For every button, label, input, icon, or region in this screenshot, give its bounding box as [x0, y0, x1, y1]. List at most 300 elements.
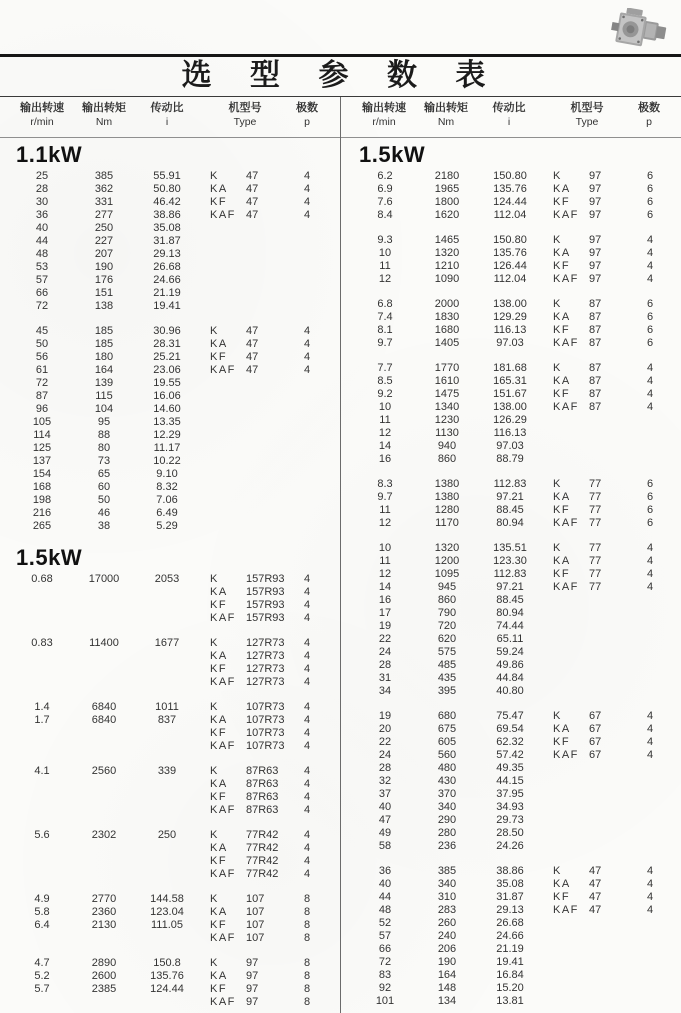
output-speed-value: 4.9	[34, 893, 50, 905]
type-cell	[543, 995, 633, 1008]
output-speed-value: 8.5	[377, 375, 393, 387]
table-row	[353, 930, 681, 943]
header-group-left	[0, 100, 340, 130]
type-model	[589, 801, 633, 814]
output-speed-value: 22	[378, 633, 392, 645]
type-cell	[200, 893, 290, 906]
type-prefix: KA	[210, 586, 228, 598]
output-torque-value: 1340	[434, 401, 460, 413]
output-speed-value: 265	[32, 520, 52, 532]
header-unit-label: Type	[575, 116, 599, 128]
output-torque-value: 176	[94, 274, 114, 286]
poles-value	[290, 416, 324, 429]
type-prefix	[210, 507, 246, 520]
output-torque-value: 1680	[434, 324, 460, 336]
output-torque-value: 370	[437, 788, 457, 800]
type-prefix: KF	[553, 388, 571, 400]
type-model: 127R73	[246, 650, 285, 662]
type-cell	[200, 599, 290, 612]
type-prefix	[210, 287, 246, 300]
type-cell	[543, 710, 633, 723]
table-row	[10, 868, 340, 881]
ratio-value	[134, 676, 200, 689]
table-row	[353, 298, 681, 311]
output-torque-value: 115	[95, 390, 113, 402]
type-prefix: KA	[553, 311, 571, 323]
type-prefix	[553, 827, 589, 840]
type-prefix: K	[210, 765, 219, 777]
type-model	[589, 414, 633, 427]
type-prefix: KF	[210, 196, 228, 208]
poles-value	[633, 646, 667, 659]
output-speed-value	[10, 650, 74, 663]
type-cell	[200, 765, 290, 778]
type-prefix	[210, 248, 246, 261]
type-prefix: K	[210, 893, 219, 905]
output-speed-value: 17	[378, 607, 392, 619]
header-label: 机型号	[570, 101, 604, 114]
type-cell	[200, 637, 290, 650]
type-prefix: KAF	[553, 273, 579, 285]
header-label: 输出转矩	[82, 101, 126, 114]
table-row	[353, 904, 681, 917]
ratio-value: 1011	[155, 701, 179, 713]
ratio-value: 65.11	[496, 633, 524, 645]
output-speed-value: 66	[378, 943, 392, 955]
type-prefix	[553, 814, 589, 827]
type-prefix	[210, 235, 246, 248]
table-row	[10, 183, 340, 196]
power-section-title: 1.1kW	[16, 142, 83, 167]
type-prefix	[553, 995, 589, 1008]
type-prefix: K	[553, 710, 562, 722]
poles-value	[633, 607, 667, 620]
type-prefix	[553, 440, 589, 453]
table-row	[353, 183, 681, 196]
output-torque-value	[74, 727, 134, 740]
type-model	[589, 788, 633, 801]
poles-value: 8	[303, 893, 311, 905]
type-cell	[200, 676, 290, 689]
table-row	[353, 362, 681, 375]
table-row	[353, 865, 681, 878]
poles-value: 4	[303, 183, 311, 195]
output-speed-value: 8.1	[377, 324, 393, 336]
output-torque-value: 435	[437, 672, 457, 684]
table-row	[10, 416, 340, 429]
output-torque-value: 88	[97, 429, 111, 441]
poles-value: 4	[646, 555, 654, 567]
ratio-block	[10, 829, 340, 881]
table-row	[353, 775, 681, 788]
type-model	[246, 442, 290, 455]
poles-value	[633, 943, 667, 956]
output-speed-value: 5.2	[34, 970, 50, 982]
table-row	[10, 468, 340, 481]
type-cell	[543, 247, 633, 260]
type-cell	[543, 788, 633, 801]
type-prefix	[553, 659, 589, 672]
table-row	[353, 878, 681, 891]
type-cell	[543, 723, 633, 736]
ratio-value: 124.44	[493, 196, 527, 208]
output-speed-value: 1.7	[34, 714, 50, 726]
type-prefix	[210, 390, 246, 403]
ratio-value: 12.29	[153, 429, 181, 441]
poles-value	[290, 287, 324, 300]
type-cell	[543, 633, 633, 646]
table-row	[353, 388, 681, 401]
type-model: 77R42	[246, 868, 279, 880]
type-cell	[543, 594, 633, 607]
output-torque-value	[74, 791, 134, 804]
type-model: 87	[589, 311, 602, 323]
poles-value: 4	[303, 650, 311, 662]
ratio-value: 21.19	[153, 287, 181, 299]
table-row	[353, 723, 681, 736]
table-row	[10, 765, 340, 778]
type-model	[246, 274, 290, 287]
table-row	[353, 827, 681, 840]
table-row	[353, 801, 681, 814]
output-torque-value: 575	[437, 646, 457, 658]
type-prefix: KF	[553, 196, 571, 208]
ratio-value: 55.91	[153, 170, 181, 182]
type-cell	[543, 568, 633, 581]
type-cell	[543, 749, 633, 762]
ratio-value: 28.50	[496, 827, 524, 839]
type-prefix	[553, 646, 589, 659]
table-row	[10, 377, 340, 390]
type-cell	[200, 996, 290, 1009]
ratio-value: 30.96	[153, 325, 181, 337]
output-torque-value: 2360	[91, 906, 117, 918]
poles-value: 4	[646, 749, 654, 761]
output-torque-value: 104	[94, 403, 114, 415]
type-cell	[200, 235, 290, 248]
poles-value: 4	[646, 234, 654, 246]
type-cell	[543, 607, 633, 620]
type-cell	[543, 904, 633, 917]
type-cell	[200, 586, 290, 599]
output-torque-value: 940	[437, 440, 457, 452]
poles-value: 6	[646, 298, 654, 310]
table-row	[10, 442, 340, 455]
type-model	[246, 377, 290, 390]
ratio-value: 126.44	[493, 260, 527, 272]
type-model: 87	[589, 375, 602, 387]
type-cell	[200, 868, 290, 881]
output-torque-value: 485	[437, 659, 457, 671]
output-torque-value: 310	[437, 891, 457, 903]
ratio-block	[353, 478, 681, 530]
output-torque-value: 206	[437, 943, 457, 955]
type-model	[246, 468, 290, 481]
output-torque-value: 185	[94, 338, 114, 350]
type-model	[589, 982, 633, 995]
table-row	[353, 504, 681, 517]
left-column	[0, 140, 340, 1013]
ratio-value	[134, 727, 200, 740]
output-speed-value: 11	[379, 414, 391, 426]
ratio-value	[134, 740, 200, 753]
ratio-block	[10, 170, 340, 313]
poles-value: 6	[646, 311, 654, 323]
type-model: 107	[246, 893, 265, 905]
type-cell	[200, 351, 290, 364]
type-cell	[200, 468, 290, 481]
type-model: 77	[589, 542, 602, 554]
table-row	[353, 491, 681, 504]
table-row	[10, 481, 340, 494]
table-row	[10, 287, 340, 300]
table-row	[353, 375, 681, 388]
output-torque-value: 283	[437, 904, 457, 916]
table-row	[353, 736, 681, 749]
table-row	[10, 390, 340, 403]
type-cell	[543, 646, 633, 659]
type-cell	[200, 842, 290, 855]
type-prefix: KF	[210, 663, 228, 675]
header-label: 机型号	[228, 101, 262, 114]
output-speed-value: 137	[32, 455, 52, 467]
output-speed-value: 12	[378, 427, 392, 439]
header-group-right	[340, 100, 681, 130]
type-cell	[543, 620, 633, 633]
type-model: 47	[246, 183, 259, 195]
ratio-value: 69.54	[496, 723, 524, 735]
header-unit-label: p	[304, 116, 310, 128]
header-unit-label: i	[165, 116, 169, 128]
output-torque-value: 185	[94, 325, 114, 337]
table-row	[10, 325, 340, 338]
type-cell	[200, 403, 290, 416]
type-cell	[200, 932, 290, 945]
ratio-value	[134, 650, 200, 663]
ratio-value: 8.32	[156, 481, 178, 493]
output-speed-value: 7.6	[377, 196, 393, 208]
poles-value: 4	[646, 891, 654, 903]
type-cell	[543, 170, 633, 183]
type-prefix	[553, 633, 589, 646]
ratio-value: 44.84	[496, 672, 524, 684]
column-header-poles	[290, 100, 324, 130]
poles-value: 4	[646, 878, 654, 890]
type-model: 87	[589, 298, 602, 310]
output-torque-value: 139	[94, 377, 114, 389]
poles-value: 4	[303, 586, 311, 598]
output-torque-value	[74, 804, 134, 817]
type-cell	[543, 865, 633, 878]
poles-value	[290, 507, 324, 520]
poles-value: 4	[303, 778, 311, 790]
type-cell	[543, 388, 633, 401]
header-label: 传动比	[150, 101, 184, 114]
poles-value: 4	[303, 855, 311, 867]
output-torque-value: 60	[97, 481, 111, 493]
type-model	[589, 659, 633, 672]
table-row	[10, 573, 340, 586]
type-prefix: KF	[553, 568, 571, 580]
type-prefix: KA	[553, 183, 571, 195]
table-row	[10, 364, 340, 377]
poles-value: 4	[646, 273, 654, 285]
table-row	[10, 612, 340, 625]
type-prefix: KA	[553, 375, 571, 387]
table-row	[10, 209, 340, 222]
type-model: 47	[589, 891, 602, 903]
output-torque-value: 1210	[434, 260, 460, 272]
output-speed-value	[10, 855, 74, 868]
ratio-value: 112.04	[493, 209, 527, 221]
type-prefix	[553, 453, 589, 466]
type-cell	[543, 324, 633, 337]
power-section-title: 1.5kW	[359, 142, 426, 167]
table-row	[353, 170, 681, 183]
ratio-value: 24.66	[153, 274, 181, 286]
type-prefix: KAF	[210, 676, 236, 688]
ratio-block	[10, 325, 340, 533]
type-cell	[200, 701, 290, 714]
poles-value: 4	[646, 581, 654, 593]
type-prefix: KA	[210, 183, 228, 195]
output-torque-value: 340	[437, 801, 457, 813]
type-prefix: KA	[210, 650, 228, 662]
output-torque-value: 277	[94, 209, 114, 221]
ratio-value: 5.29	[156, 520, 178, 532]
type-cell	[200, 714, 290, 727]
type-model: 87	[589, 401, 602, 413]
table-row	[353, 788, 681, 801]
type-prefix	[553, 594, 589, 607]
type-prefix: KF	[210, 919, 228, 931]
poles-value: 4	[646, 865, 654, 877]
type-cell	[200, 520, 290, 533]
output-speed-value: 40	[35, 222, 49, 234]
type-model: 77	[589, 478, 602, 490]
type-model	[589, 775, 633, 788]
ratio-value: 38.86	[153, 209, 181, 221]
type-cell	[200, 804, 290, 817]
table-row	[353, 568, 681, 581]
output-torque-value	[74, 650, 134, 663]
table-row	[10, 676, 340, 689]
ratio-block	[10, 637, 340, 689]
output-speed-value: 32	[378, 775, 392, 787]
type-model	[589, 814, 633, 827]
output-speed-value: 12	[378, 568, 392, 580]
output-torque-value: 2600	[91, 970, 117, 982]
table-row	[353, 646, 681, 659]
table-row	[10, 906, 340, 919]
type-model: 97	[589, 209, 602, 221]
table-row	[353, 891, 681, 904]
header-unit-label: Type	[233, 116, 257, 128]
type-prefix	[553, 917, 589, 930]
ratio-value: 150.80	[493, 234, 527, 246]
output-speed-value: 9.7	[377, 491, 393, 503]
type-prefix: KF	[553, 504, 571, 516]
output-speed-value: 24	[378, 646, 392, 658]
type-model	[589, 607, 633, 620]
type-cell	[200, 983, 290, 996]
type-cell	[200, 196, 290, 209]
ratio-value: 62.32	[496, 736, 524, 748]
output-speed-value	[10, 791, 74, 804]
type-prefix: KF	[210, 983, 228, 995]
output-speed-value: 87	[35, 390, 49, 402]
output-torque-value: 46	[97, 507, 111, 519]
type-prefix: KA	[553, 878, 571, 890]
type-cell	[543, 209, 633, 222]
type-cell	[200, 573, 290, 586]
type-prefix: K	[210, 573, 219, 585]
poles-value	[633, 930, 667, 943]
output-speed-value: 4.7	[34, 957, 50, 969]
output-speed-value: 22	[378, 736, 392, 748]
type-cell	[200, 919, 290, 932]
type-prefix: KA	[210, 970, 228, 982]
ratio-value	[134, 842, 200, 855]
output-speed-value: 47	[378, 814, 392, 826]
output-speed-value: 0.68	[31, 573, 53, 585]
output-speed-value: 9.2	[377, 388, 393, 400]
poles-value	[633, 827, 667, 840]
type-model: 47	[246, 325, 259, 337]
ratio-value: 97.21	[496, 581, 524, 593]
output-torque-value	[74, 868, 134, 881]
ratio-value: 112.83	[493, 568, 527, 580]
output-torque-value: 1380	[434, 478, 460, 490]
output-speed-value: 24	[378, 749, 392, 761]
type-model: 157R93	[246, 599, 285, 611]
type-cell	[200, 650, 290, 663]
type-prefix: KA	[553, 723, 571, 735]
poles-value	[633, 775, 667, 788]
table-row	[353, 478, 681, 491]
ratio-value: 7.06	[156, 494, 178, 506]
type-cell	[200, 791, 290, 804]
poles-value: 4	[303, 637, 311, 649]
output-speed-value	[10, 676, 74, 689]
output-speed-value	[10, 778, 74, 791]
ratio-value	[134, 599, 200, 612]
output-speed-value: 6.8	[377, 298, 393, 310]
ratio-value: 165.31	[493, 375, 527, 387]
type-prefix	[553, 969, 589, 982]
type-prefix	[553, 788, 589, 801]
type-model: 47	[246, 170, 259, 182]
poles-value	[290, 248, 324, 261]
poles-value	[633, 659, 667, 672]
output-speed-value: 11	[379, 555, 391, 567]
poles-value: 4	[646, 568, 654, 580]
ratio-value: 19.55	[153, 377, 181, 389]
type-model: 47	[246, 364, 259, 376]
type-model	[246, 455, 290, 468]
ratio-value: 150.80	[493, 170, 527, 182]
output-speed-value: 48	[378, 904, 392, 916]
ratio-value: 37.95	[496, 788, 524, 800]
type-prefix	[553, 414, 589, 427]
type-model: 127R73	[246, 637, 285, 649]
table-row	[10, 970, 340, 983]
type-prefix	[553, 943, 589, 956]
type-model: 107	[246, 932, 265, 944]
output-speed-value: 8.3	[377, 478, 393, 490]
type-model: 67	[589, 736, 602, 748]
poles-value	[290, 235, 324, 248]
